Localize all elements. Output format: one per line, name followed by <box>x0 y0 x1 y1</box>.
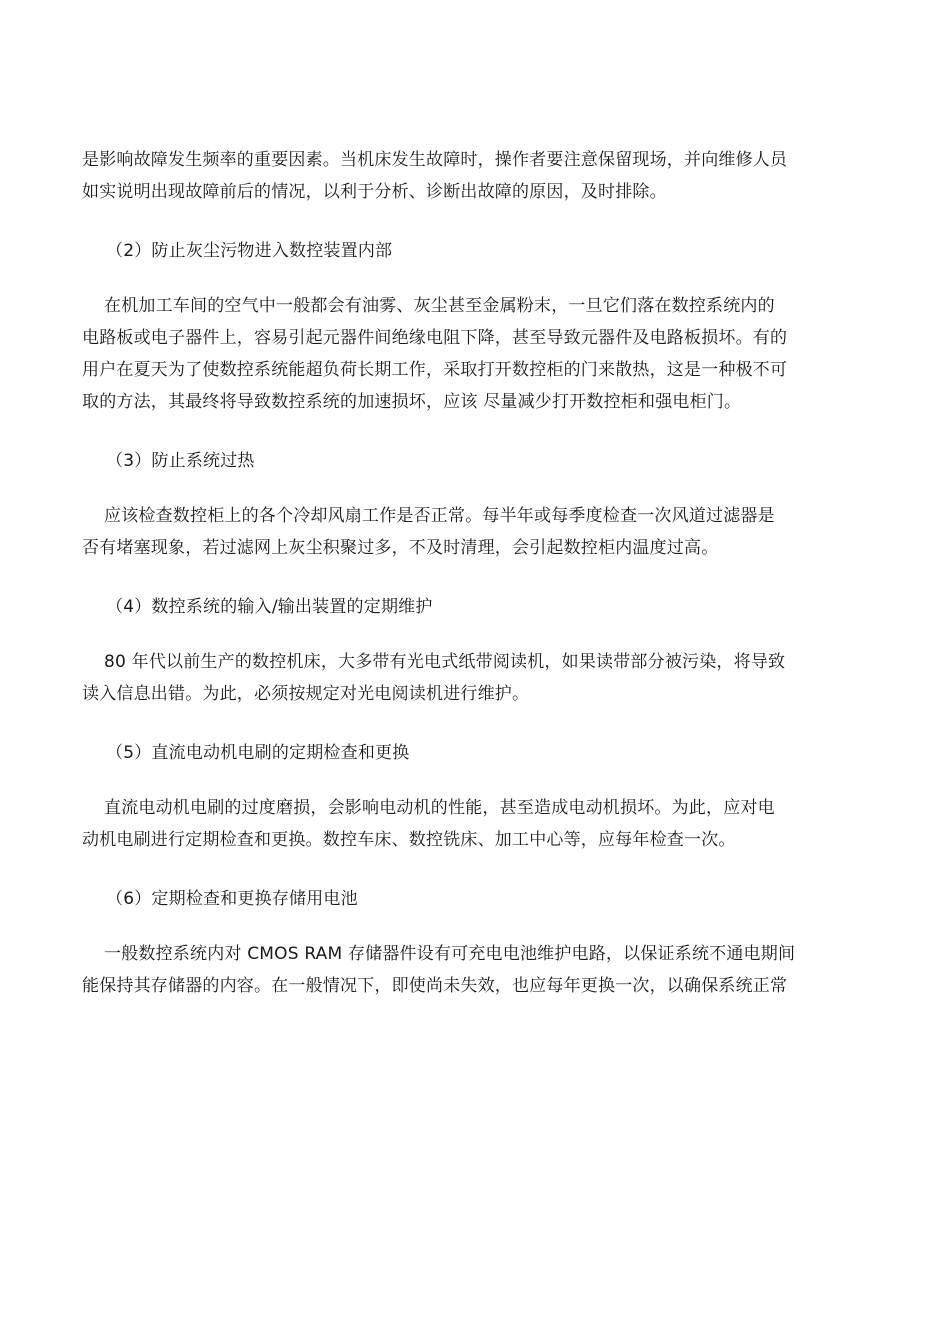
paragraph-dust <box>82 290 872 418</box>
text-line: 应该检查数控柜上的各个冷却风扇工作是否正常。每半年或每季度检查一次风道过滤器是 <box>104 506 775 526</box>
section-heading-brush: （5）直流电动机电刷的定期检查和更换 <box>106 743 410 763</box>
text-line: 取的方法，其最终将导致数控系统的加速损坏，应该 尽量减少打开数控柜和强电柜门。 <box>82 392 742 412</box>
text-line: 是影响故障发生频率的重要因素。当机床发生故障时，操作者要注意保留现场，并向维修人员 <box>82 150 788 170</box>
paragraph-overheat <box>82 500 872 564</box>
paragraph-io-maintenance <box>82 646 872 710</box>
text-line: 一般数控系统内对 CMOS RAM 存储器件设有可充电电池维护电路，以保证系统不通电期间 <box>104 944 796 964</box>
paragraph-battery <box>82 938 872 1002</box>
section-heading-battery: （6）定期检查和更换存储用电池 <box>106 889 358 909</box>
section-heading-overheat: （3）防止系统过热 <box>106 451 255 471</box>
paragraph-failure-factors <box>82 144 872 208</box>
text-line: 在机加工车间的空气中一般都会有油雾、灰尘甚至金属粉末，一旦它们落在数控系统内的 <box>104 296 775 316</box>
text-line: 能保持其存储器的内容。在一般情况下，即使尚未失效，也应每年更换一次，以确保系统正常 <box>82 976 788 996</box>
text-line: 如实说明出现故障前后的情况，以利于分析、诊断出故障的原因，及时排除。 <box>82 182 667 202</box>
text-line: 用户在夏天为了使数控系统能超负荷长期工作，采取打开数控柜的门来散热，这是一种极不可 <box>82 360 788 380</box>
section-heading-dust: （2）防止灰尘污物进入数控装置内部 <box>106 241 393 261</box>
paragraph-brush <box>82 792 872 856</box>
text-line: 直流电动机电刷的过度磨损，会影响电动机的性能，甚至造成电动机损坏。为此，应对电 <box>104 798 775 818</box>
document-page <box>82 144 872 1002</box>
text-line: 动机电刷进行定期检查和更换。数控车床、数控铣床、加工中心等，应每年检查一次。 <box>82 830 736 850</box>
text-line: 80 年代以前生产的数控机床，大多带有光电式纸带阅读机，如果读带部分被污染，将导致 <box>104 652 786 672</box>
text-line: 读入信息出错。为此，必须按规定对光电阅读机进行维护。 <box>82 684 530 704</box>
text-line: 电路板或电子器件上，容易引起元器件间绝缘电阻下降，甚至导致元器件及电路板损坏。有的 <box>82 328 788 348</box>
text-line: 否有堵塞现象，若过滤网上灰尘积聚过多，不及时清理，会引起数控柜内温度过高。 <box>82 538 719 558</box>
section-heading-io-maintenance: （4）数控系统的输入/输出装置的定期维护 <box>106 597 433 617</box>
